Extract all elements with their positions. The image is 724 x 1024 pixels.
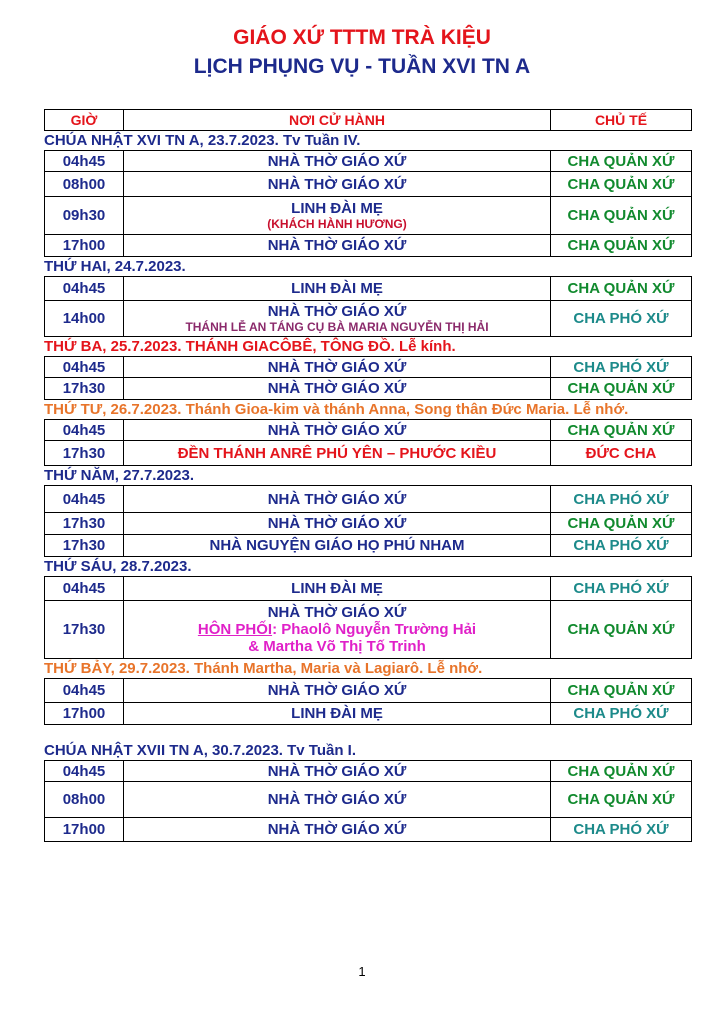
- celebrant-cell: CHA PHÓ XỨ: [573, 537, 669, 554]
- table-row: [44, 782, 692, 818]
- place-cell: NHÀ THỜ GIÁO XỨ: [124, 818, 551, 841]
- place-cell: NHÀ THỜ GIÁO XỨ: [124, 761, 551, 781]
- table-row: [44, 301, 692, 337]
- time-cell: 17h00: [45, 235, 124, 256]
- place-cell: LINH ĐÀI MẸ: [124, 277, 551, 300]
- table-row: [44, 172, 692, 197]
- day-label-saturday: THỨ BẢY, 29.7.2023. Thánh Martha, Maria và Lagiarô. Lễ nhớ.: [44, 660, 483, 677]
- time-cell: 04h45: [45, 151, 124, 171]
- celebrant-cell: CHA QUẢN XỨ: [567, 621, 675, 638]
- table-row: [44, 356, 692, 378]
- place-cell: NHÀ THỜ GIÁO XỨ: [124, 235, 551, 256]
- time-cell: 04h45: [45, 679, 124, 702]
- table-row: [44, 150, 692, 172]
- place-cell: LINH ĐÀI MẸ: [124, 577, 551, 600]
- celebrant-cell: CHA QUẢN XỨ: [567, 762, 675, 780]
- place-cell: ĐỀN THÁNH ANRÊ PHÚ YÊN – PHƯỚC KIỀU: [124, 441, 551, 465]
- place-cell: NHÀ THỜ GIÁO XỨ: [124, 420, 551, 440]
- celebrant-cell: CHA QUẢN XỨ: [567, 791, 675, 808]
- time-cell: 17h30: [45, 513, 124, 534]
- place-name: NHÀ THỜ GIÁO XỨ: [267, 303, 407, 320]
- celebrant-cell: CHA PHÓ XỨ: [573, 310, 669, 327]
- celebrant-cell: CHA PHÓ XỨ: [573, 705, 669, 722]
- table-row: [44, 760, 692, 782]
- place-cell: NHÀ NGUYỆN GIÁO HỌ PHÚ NHAM: [124, 535, 551, 556]
- table-row: [44, 419, 692, 441]
- celebrant-cell: CHA QUẢN XỨ: [567, 515, 675, 532]
- table-row: [44, 601, 692, 659]
- celebrant-cell: CHA QUẢN XỨ: [567, 280, 675, 297]
- day-label-wednesday: THỨ TƯ, 26.7.2023. Thánh Gioa-kim và thánh Anna, Song thân Đức Maria. Lễ nhớ.: [44, 401, 629, 418]
- table-row: [44, 513, 692, 535]
- day-label-sunday-xvii: CHÚA NHẬT XVII TN A, 30.7.2023. Tv Tuần I.: [44, 742, 357, 759]
- table-row: [44, 678, 692, 703]
- table-row: [44, 276, 692, 301]
- time-cell: 09h30: [45, 197, 124, 234]
- celebrant-cell: CHA PHÓ XỨ: [573, 580, 669, 597]
- place-name: NHÀ THỜ GIÁO XỨ: [267, 604, 407, 621]
- time-cell: 17h30: [45, 441, 124, 465]
- place-cell: [124, 601, 551, 658]
- table-row: [44, 485, 692, 513]
- page-number: 1: [358, 964, 366, 979]
- header-place: NƠI CỬ HÀNH: [124, 110, 551, 130]
- time-cell: 04h45: [45, 420, 124, 440]
- wedding-line-2: & Martha Võ Thị Tố Trinh: [248, 638, 426, 655]
- day-label-friday: THỨ SÁU, 28.7.2023.: [44, 558, 192, 575]
- celebrant-cell: CHA QUẢN XỨ: [567, 682, 675, 699]
- table-row: [44, 703, 692, 725]
- liturgy-schedule-table: [44, 109, 692, 842]
- place-cell: NHÀ THỜ GIÁO XỨ: [124, 679, 551, 702]
- header-time: GIỜ: [45, 110, 124, 130]
- time-cell: 17h30: [45, 601, 124, 658]
- time-cell: 17h00: [45, 818, 124, 841]
- place-note: THÁNH LỄ AN TÁNG CỤ BÀ MARIA NGUYỄN THỊ HẢI: [185, 320, 489, 334]
- place-cell: [124, 301, 551, 336]
- place-cell: NHÀ THỜ GIÁO XỨ: [124, 782, 551, 817]
- celebrant-cell: CHA QUẢN XỨ: [567, 421, 675, 439]
- time-cell: 04h45: [45, 357, 124, 377]
- celebrant-cell: CHA QUẢN XỨ: [567, 380, 675, 397]
- table-row: [44, 441, 692, 466]
- celebrant-cell: CHA PHÓ XỨ: [573, 821, 669, 838]
- place-name: LINH ĐÀI MẸ: [291, 200, 383, 217]
- celebrant-cell: CHA QUẢN XỨ: [567, 237, 675, 254]
- spacer: [44, 725, 692, 741]
- day-label-tuesday: THỨ BA, 25.7.2023. THÁNH GIACÔBÊ, TÔNG ĐỒ. Lễ kính.: [44, 338, 456, 355]
- celebrant-cell: CHA QUẢN XỨ: [567, 152, 675, 170]
- header-celebrant: CHỦ TẾ: [594, 111, 648, 128]
- schedule-subtitle: LỊCH PHỤNG VỤ - TUẦN XVI TN A: [193, 55, 531, 78]
- celebrant-cell: CHA QUẢN XỨ: [567, 175, 675, 193]
- place-cell: NHÀ THỜ GIÁO XỨ: [124, 513, 551, 534]
- day-label-monday: THỨ HAI, 24.7.2023.: [44, 258, 186, 275]
- table-row: [44, 235, 692, 257]
- wedding-groom: : Phaolô Nguyễn Trường Hải: [272, 621, 477, 638]
- celebrant-cell: ĐỨC CHA: [585, 444, 657, 462]
- place-note: (KHÁCH HÀNH HƯƠNG): [267, 217, 407, 231]
- wedding-prefix: HÔN PHỐI: [197, 621, 273, 638]
- table-row: [44, 576, 692, 601]
- table-row: [44, 378, 692, 400]
- table-row: [44, 818, 692, 842]
- time-cell: 04h45: [45, 761, 124, 781]
- day-label-thursday: THỨ NĂM, 27.7.2023.: [44, 467, 194, 484]
- time-cell: 14h00: [45, 301, 124, 336]
- place-cell: LINH ĐÀI MẸ: [124, 703, 551, 724]
- time-cell: 08h00: [45, 172, 124, 196]
- celebrant-cell: CHA QUẢN XỨ: [567, 207, 675, 224]
- time-cell: 04h45: [45, 577, 124, 600]
- celebrant-cell: CHA PHÓ XỨ: [573, 358, 669, 376]
- place-cell: [124, 197, 551, 234]
- time-cell: 17h30: [45, 378, 124, 399]
- place-cell: NHÀ THỜ GIÁO XỨ: [124, 378, 551, 399]
- time-cell: 04h45: [45, 277, 124, 300]
- time-cell: 17h30: [45, 535, 124, 556]
- table-row: [44, 535, 692, 557]
- table-header-row: [44, 109, 692, 131]
- time-cell: 08h00: [45, 782, 124, 817]
- place-cell: NHÀ THỜ GIÁO XỨ: [124, 172, 551, 196]
- place-cell: NHÀ THỜ GIÁO XỨ: [124, 486, 551, 512]
- place-cell: NHÀ THỜ GIÁO XỨ: [124, 357, 551, 377]
- time-cell: 17h00: [45, 703, 124, 724]
- time-cell: 04h45: [45, 486, 124, 512]
- day-label-sunday-xvi: CHÚA NHẬT XVI TN A, 23.7.2023. Tv Tuần IV.: [44, 132, 361, 149]
- wedding-line-1: [198, 621, 476, 638]
- table-row: [44, 197, 692, 235]
- parish-title: GIÁO XỨ TTTM TRÀ KIỆU: [233, 26, 491, 49]
- celebrant-cell: CHA PHÓ XỨ: [573, 490, 669, 508]
- place-cell: NHÀ THỜ GIÁO XỨ: [124, 151, 551, 171]
